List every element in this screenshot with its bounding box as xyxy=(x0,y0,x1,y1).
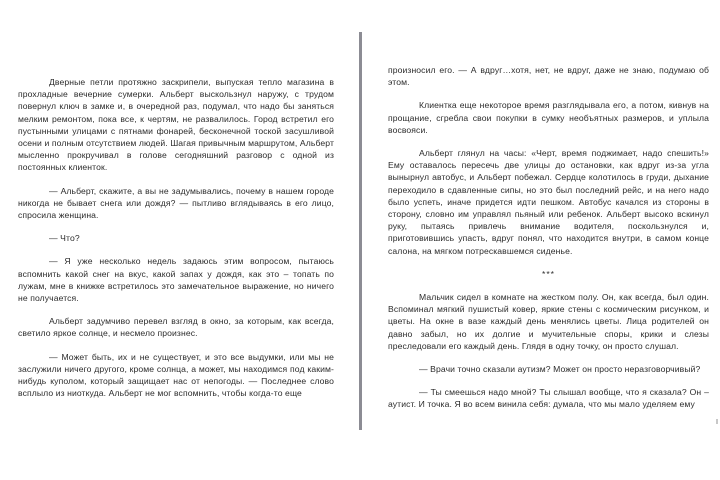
paragraph: — Может быть, их и не существует, и это все выдумки, или мы не заслужили ничего другого, кроме солнца, а может, мы находимся под каким-нибудь куполом, который защищает нас от непогоды. — Последнее слово всплыло из ниоткуда. Альберт не мог вспомнить, чтобы когда-то еще xyxy=(18,351,334,399)
edge-marker xyxy=(716,419,718,424)
paragraph: — Альберт, скажите, а вы не задумывались, почему в нашем городе никогда не бывает снега или дождя? — пытливо вглядываясь в его лицо, спросила женщина. xyxy=(18,185,334,221)
page-divider xyxy=(359,32,362,430)
paragraph: Клиентка еще некоторое время разглядывала его, а потом, кивнув на прощание, сгребла свои покупки в сумку необъятных размеров, и уплыла восвояси. xyxy=(388,100,709,135)
paragraph: — Ты смеешься надо мной? Ты слышал вообще, что я сказала? Он – аутист. И точка. Я во всем винила себя: думала, что мы мало уделяем ему xyxy=(388,387,709,410)
section-separator: *** xyxy=(541,268,556,279)
paragraph: Альберт глянул на часы: «Черт, время поджимает, надо спешить!» Ему оставалось пересечь две улицы до остановки, как вдруг из-за угла вынырнул автобус, и Альберт побежал. Сердце колотилось в груди, дыхание переходило в сдавленные сипы, но это был последний рейс, и на него надо было успеть, иначе придется идти пешком. Автобус качался из стороны в сторону, словно им управлял пьяный или ребенок. Альберт высоко вскинул руку, пытаясь привлечь внимание водителя, поскользнулся и, приготовившись упасть, вдруг понял, что находится внутри, в самом конце салона, на мягком потрескавшемся сиденье. xyxy=(388,148,709,256)
right-page xyxy=(363,0,720,480)
paragraph: Альберт задумчиво перевел взгляд в окно, за которым, как всегда, светило яркое солнце, и несмело произнес. xyxy=(18,316,334,339)
paragraph-continuation: произносил его. — А вдруг…хотя, нет, не вдруг, даже не знаю, подумаю об этом. xyxy=(388,65,709,88)
paragraph: Мальчик сидел в комнате на жестком полу. Он, как всегда, был один. Вспоминал мягкий пушистый ковер, яркие стены с космическим рисунком, и цветы. На окне в вазе каждый день менялись цветы. Лица родителей он давно забыл, но их долгие и мучительные споры, крики и слезы преследовали его каждый день. Глядя в одну точку, он просто слушал. xyxy=(388,292,709,351)
right-page-text xyxy=(388,64,709,422)
left-page xyxy=(0,0,358,480)
paragraph: — Я уже несколько недель задаюсь этим вопросом, пытаюсь вспомнить какой снег на вкус, какой запах у дождя, как это – топать по лужам, мне в книжке встретилось это замечательное выражение, но ничего не получается. xyxy=(18,256,334,304)
paragraph: — Врачи точно сказали аутизм? Может он просто неразговорчивый? xyxy=(419,364,701,375)
paragraph: Дверные петли протяжно заскрипели, выпуская тепло магазина в прохладные вечерние сумерки. Альберт выскользнул наружу, с трудом повернул ключ в замке и, в очередной раз, подумал, что надо бы заняться мелким ремонтом, пока все, к чертям, не развалилось. Город встретил его пустынными улицами с пятнами фонарей, бесконечной тоской засушливой осени и полным отсутствием людей. Шагая привычным маршрутом, Альберт мысленно прокручивал в голове сегодняшний разговор с одной из постоянных клиенток. xyxy=(18,77,334,173)
paragraph: — Что? xyxy=(49,233,80,244)
left-page-text xyxy=(18,76,334,410)
